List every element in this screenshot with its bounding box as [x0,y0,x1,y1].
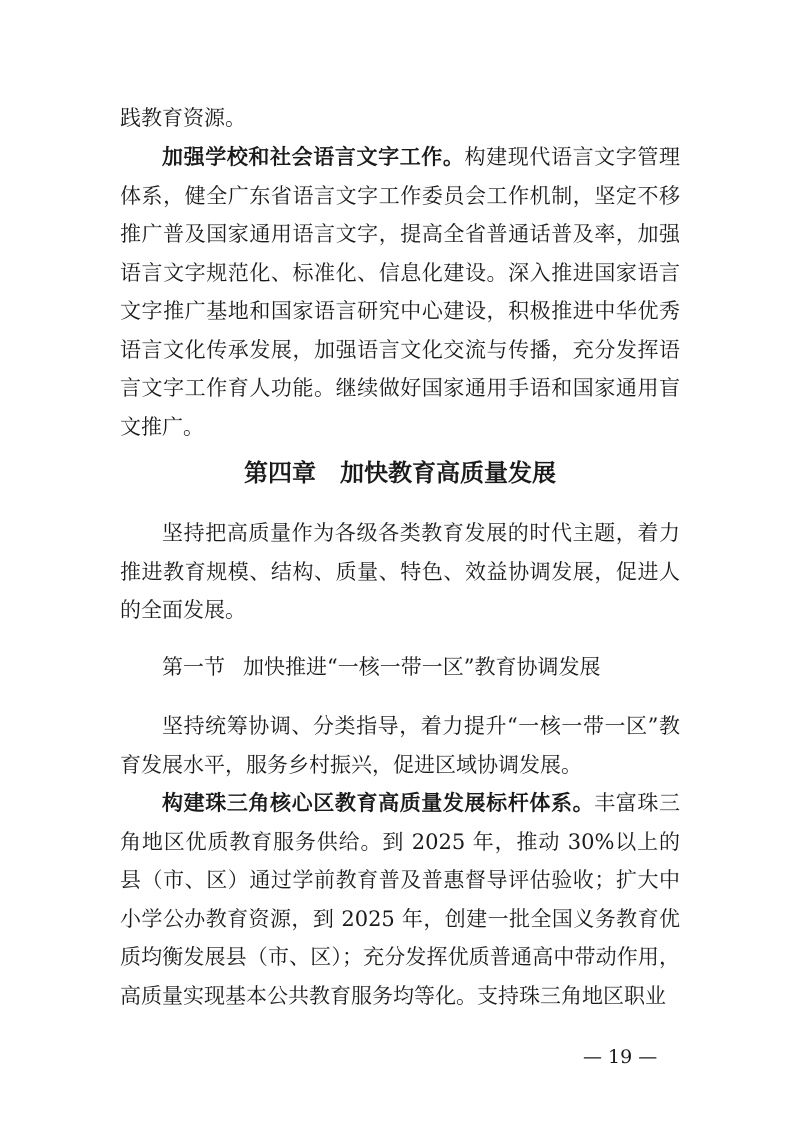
chapter-title: 第四章 加快教育高质量发展 [244,459,556,487]
paragraph-text: 坚持把高质量作为各级各类教育发展的时代主题，着力推进教育规模、结构、质量、特色、效益协调发展，促进人的全面发展。 [120,521,680,622]
paragraph-section-intro [120,707,680,784]
paragraph-heading: 加强学校和社会语言文字工作。 [162,145,465,169]
page-number: — 19 — [583,1046,658,1068]
section-title: 加快推进“一核一带一区”教育协调发展 [243,655,601,679]
paragraph-chapter-intro [120,514,680,630]
paragraph-text: 坚持统筹协调、分类指导，着力提升“一核一带一区”教育发展水平，服务乡村振兴，促进区域协调发展。 [120,714,680,777]
paragraph-text: 构建现代语言文字管理体系，健全广东省语言文字工作委员会工作机制，坚定不移推广普及国家通用语言文字，提高全省普通话普及率，加强语言文字规范化、标准化、信息化建设。深入推进国家语言文字推广基地和国家语言研究中心建设，积极推进中华优秀语言文化传承发展，加强语言文化交流与传播，充分发挥语言文字工作育人功能。继续做好国家通用手语和国家通用盲文推广。 [120,145,681,439]
paragraph-text: 践教育资源。 [120,106,246,130]
paragraph-heading: 构建珠三角核心区教育高质量发展标杆体系。 [162,791,595,815]
paragraph-pearl-river-delta [120,784,680,1015]
paragraph-text: 丰富珠三角地区优质教育服务供给。到 2025 年，推动 30%以上的县（市、区）通过学前教育普及普惠督导评估验收；扩大中小学公办教育资源，到 2025 年，创建一批全国义务教育优质均衡发展县（市、区）；充分发挥优质普通高中带动作用，高质量实现基本公共教育服务均等化。支持珠三角地区职业 [120,791,681,1008]
section-heading [162,648,600,686]
paragraph-continuation [120,99,680,138]
paragraph-language-work [120,138,680,446]
section-number: 第一节 [162,655,225,679]
